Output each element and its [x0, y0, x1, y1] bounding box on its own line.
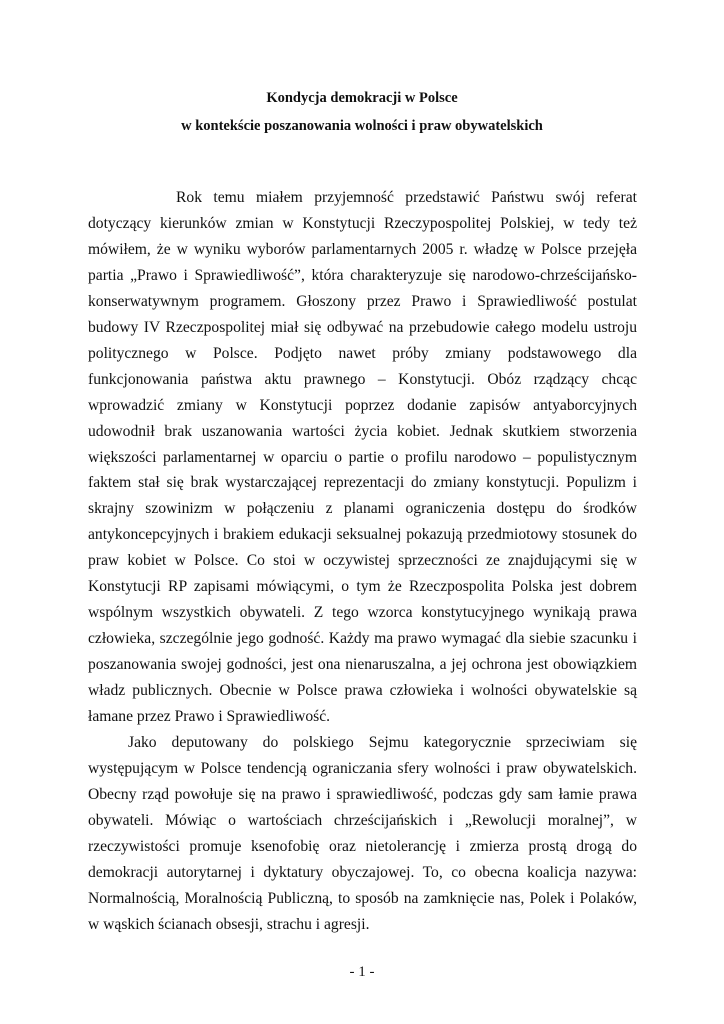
document-body	[88, 185, 637, 938]
title-line-2: w kontekście poszanowania wolności i praw obywatelskich	[181, 118, 543, 134]
body-paragraph-1: Rok temu miałem przyjemność przedstawić Państwu swój referat dotyczący kierunków zmian w Konstytucji Rzeczypospolitej Polskiej, w tedy też mówiłem, że w wyniku wyborów parlamentarnych 2005 r. władzę w Polsce przejęła partia „Prawo i Sprawiedliwość”, która charakteryzuje się narodowo-chrześcijańsko-konserwatywnym programem. Głoszony przez Prawo i Sprawiedliwość postulat budowy IV Rzeczpospolitej miał się odbywać na przebudowie całego modelu ustroju politycznego w Polsce. Podjęto nawet próby zmiany podstawowego dla funkcjonowania państwa aktu prawnego – Konstytucji. Obóz rządzący chcąc wprowadzić zmiany w Konstytucji poprzez dodanie zapisów antyaborcyjnych udowodnił brak uszanowania wartości życia kobiet. Jednak skutkiem stworzenia większości parlamentarnej w oparciu o partie o profilu narodowo – populistycznym faktem stał się brak wystarczającej reprezentacji do zmiany konstytucji. Populizm i skrajny szowinizm w połączeniu z planami ograniczenia dostępu do środków antykoncepcyjnych i brakiem edukacji seksualnej pokazują przedmiotowy stosunek do praw kobiet w Polsce. Co stoi w oczywistej sprzeczności ze znajdującymi się w Konstytucji RP zapisami mówiącymi, o tym że Rzeczpospolita Polska jest dobrem wspólnym wszystkich obywateli. Z tego wzorca konstytucyjnego wynikają prawa człowieka, szczególnie jego godność. Każdy ma prawo wymagać dla siebie szacunku i poszanowania swojej godności, jest ona nienaruszalna, a jej ochrona jest obowiązkiem władz publicznych. Obecnie w Polsce prawa człowieka i wolności obywatelskie są łamane przez Prawo i Sprawiedliwość.	[88, 189, 637, 726]
body-paragraph-2: Jako deputowany do polskiego Sejmu kategorycznie sprzeciwiam się występującym w Polsce tendencją ograniczania sfery wolności i praw obywatelskich. Obecny rząd powołuje się na prawo i sprawiedliwość, podczas gdy sam łamie prawa obywateli. Mówiąc o wartościach chrześcijańskich i „Rewolucji moralnej”, w rzeczywistości promuje ksenofobię oraz nietolerancję i zmierza prostą drogą do demokracji autorytarnej i dyktatury obyczajowej. To, co obecna koalicja nazywa: Normalnością, Moralnością Publiczną, to sposób na zamknięcie nas, Polek i Polaków, w wąskich ścianach obsesji, strachu i agresji.	[88, 734, 637, 933]
document-title	[88, 84, 636, 140]
title-line-1: Kondycja demokracji w Polsce	[266, 90, 458, 106]
page-number: - 1 -	[349, 964, 375, 980]
